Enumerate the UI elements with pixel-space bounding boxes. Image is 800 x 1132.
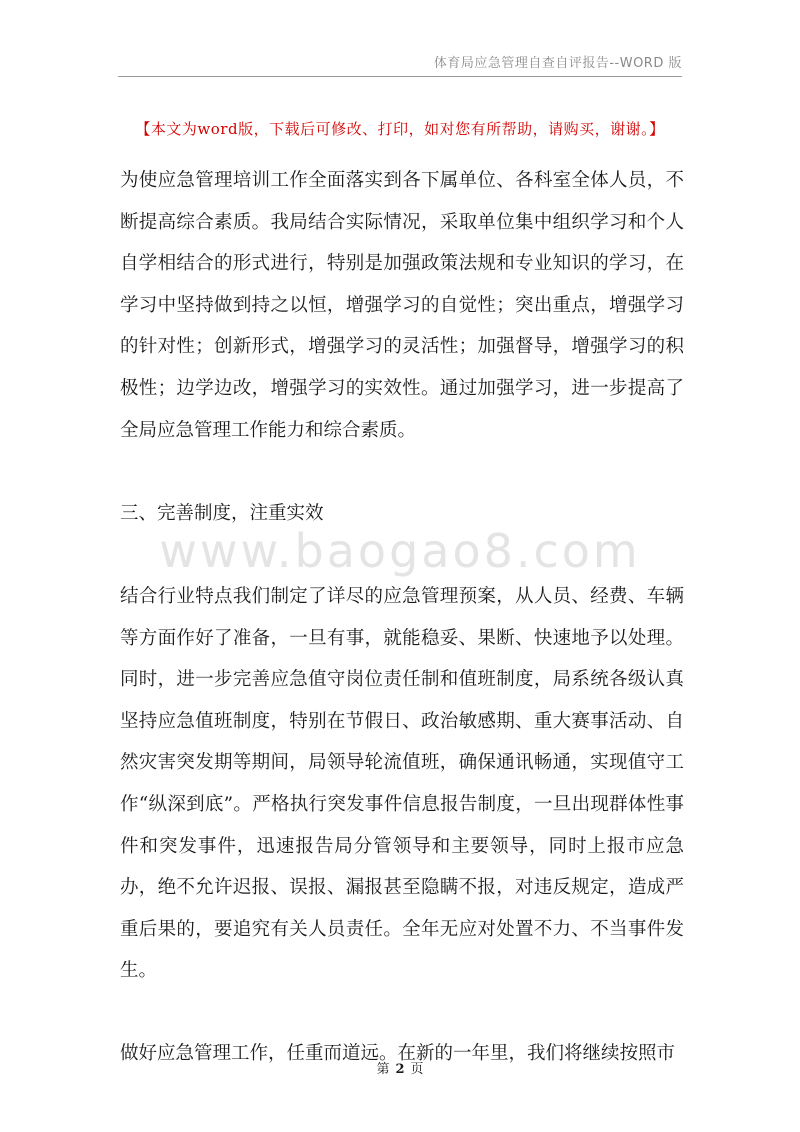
document-title: 体育局应急管理自查自评报告--WORD 版 — [433, 56, 682, 71]
paragraph-gap — [120, 534, 684, 576]
watermark: www.baogao8.com — [159, 524, 641, 578]
paragraph-system: 结合行业特点我们制定了详尽的应急管理预案，从人员、经费、车辆等方面作好了准备，一旦有事，就能稳妥、果断、快速地予以处理。同时，进一步完善应急值守岗位责任制和值班制度，局系统各级认真坚持应急值班制度，特别在节假日、政治敏感期、重大赛事活动、自然灾害突发期等期间，局领导轮流值班，确保通讯畅通，实现值守工作“纵深到底”。严格执行突发事件信息报告制度，一旦出现群体性事件和突发事件，迅速报告局分管领导和主要领导，同时上报市应急办，绝不允许迟报、误报、漏报甚至隐瞒不报，对违反规定，造成严重后果的，要追究有关人员责任。全年无应对处置不力、不当事件发生。 — [120, 585, 684, 982]
paragraph-outlook: 做好应急管理工作，任重而道远。在新的一年里，我们将继续按照市 — [120, 1043, 676, 1065]
paragraph-training: 为使应急管理培训工作全面落实到各下属单位、各科室全体人员，不断提高综合素质。我局结合实际情况，采取单位集中组织学习和个人自学相结合的形式进行，特别是加强政策法规和专业知识的学习，在学习中坚持做到持之以恒，增强学习的自觉性；突出重点，增强学习的针对性；创新形式，增强学习的灵活性；加强督导，增强学习的积极性；边学边改，增强学习的实效性。通过加强学习，进一步提高了全局应急管理工作能力和综合素质。 — [120, 170, 684, 441]
page-header — [118, 50, 682, 77]
paragraph-gap — [120, 992, 684, 1034]
purchase-notice: 【本文为word版，下载后可修改、打印，如对您有所帮助，请购买，谢谢。】 — [135, 120, 665, 138]
document-body — [120, 160, 684, 1075]
paragraph-gap — [120, 451, 684, 493]
page-number: 2 — [395, 1062, 405, 1077]
page-prefix: 第 — [376, 1062, 390, 1077]
section-heading-3: 三、完善制度，注重实效 — [120, 502, 324, 524]
page-footer — [0, 1058, 800, 1077]
page-suffix: 页 — [410, 1062, 424, 1077]
